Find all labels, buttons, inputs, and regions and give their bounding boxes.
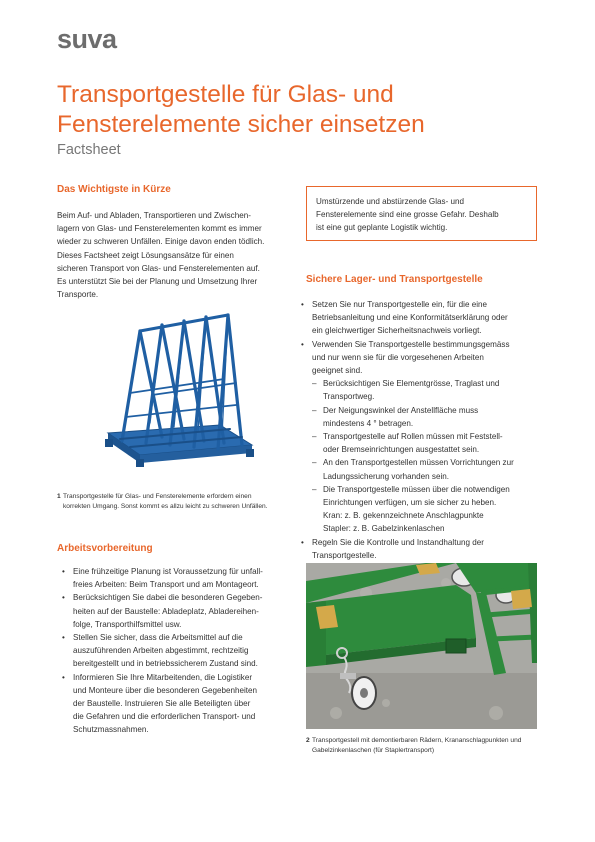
list-item-line: die Gefahren und die erforderlichen Transport- und [73, 712, 256, 722]
list-item [62, 565, 292, 591]
list-item-line: Schutzmassnahmen. [73, 725, 149, 735]
kurz-line: wieder zu schweren Unfällen. Einige davon enden tödlich. [57, 237, 265, 247]
list-item-line: Ladungssicherung vorhanden sein. [323, 471, 449, 481]
list-item-line: heiten auf der Baustelle: Abladeplatz, Abladereihen- [73, 606, 259, 616]
list-item-line: Transportweg. [323, 392, 375, 402]
kurz-line: Dieses Factsheet zeigt Lösungsansätze für einen [57, 250, 234, 260]
sub-list [301, 377, 541, 535]
figure-1-number: 1 [57, 493, 61, 500]
list-item-line: – Transportgestelle auf Rollen müssen mit Feststell- [323, 432, 503, 442]
info-box-line: ist eine gut geplante Logistik wichtig. [316, 223, 448, 233]
figure-2-caption [306, 736, 546, 755]
list-item-line: geeignet sind. [312, 366, 363, 376]
list-item-line: Kran: z. B. gekennzeichnete Anschlagpunkte [323, 511, 484, 521]
list-item-line: mindestens 4 ° betragen. [323, 418, 414, 428]
kurz-line: lagern von Glas- und Fensterelementen kommt es immer [57, 224, 262, 234]
list-item-line: ein gleichwertiger Sicherheitsnachweis vorliegt. [312, 326, 482, 336]
title-line-1: Transportgestelle für Glas- und [57, 81, 394, 108]
sub-list-item [312, 377, 541, 403]
figure-1-caption-line: korrekten Umgang. Sonst kommt es allzu leicht zu schweren Unfällen. [63, 502, 268, 510]
glass-rack-photo [100, 313, 260, 475]
list-item [62, 671, 292, 737]
list-item-line: Verwenden Sie Transportgestelle bestimmungsgemäss [312, 339, 510, 349]
figure-2-number: 2 [306, 737, 310, 744]
kurz-line: Beim Auf- und Abladen, Transportieren und Zwischen- [57, 211, 251, 220]
kurz-line: Es unterstützt Sie bei der Planung und Umsetzung Ihrer [57, 277, 258, 287]
list-item [62, 631, 292, 671]
figure-2-caption-line: Transportgestell mit demontierbaren Rädern, Krananschlagpunkten und [312, 737, 522, 744]
list-item [62, 591, 292, 631]
page-title [57, 80, 537, 140]
list-item: • Verwenden Sie Transportgestelle bestimmungsgemäss und nur wenn sie für die vorgesehenen Arbeiten geeignet sind. [301, 338, 541, 378]
figure-1-caption [57, 492, 297, 511]
info-box [306, 186, 537, 241]
sub-list-item [312, 404, 541, 430]
list-item: • Regeln Sie die Kontrolle und Instandhaltung der Transportgestelle. [301, 536, 541, 562]
list-item-line: oder Bremseinrichtungen ausgestattet sein. [323, 445, 480, 455]
list-item-line: • Eine frühzeitige Planung ist Voraussetzung für unfall- [73, 567, 263, 576]
sub-list-note [312, 509, 541, 535]
arbeit-bullet-list [62, 565, 292, 737]
list-item-line: auszuführenden Arbeiten abgestimmt, rechtzeitig [73, 646, 249, 656]
page-subtitle: Factsheet [57, 142, 121, 158]
list-item-line: der Baustelle. Instruieren Sie alle Beteiligten über [73, 699, 251, 709]
figure-2-caption-line: Gabelzinkenlaschen (für Staplertransport) [312, 746, 435, 754]
section-heading-lager: Sichere Lager- und Transportgestelle [306, 274, 483, 285]
list-item-line: und nur wenn sie für die vorgesehenen Arbeiten [312, 352, 484, 362]
sub-list-item [312, 430, 541, 456]
list-item-line: freies Arbeiten: Beim Transport und am Montageort. [73, 580, 259, 590]
figure-1-caption-line: Transportgestelle für Glas- und Fensterelemente erfordern einen [63, 493, 252, 500]
list-item-line: Setzen Sie nur Transportgestelle ein, für die eine [312, 300, 488, 309]
list-item-line: • Stellen Sie sicher, dass die Arbeitsmittel auf die [73, 633, 243, 643]
list-item-line: • Berücksichtigen Sie dabei die besonderen Gegeben- [73, 593, 263, 603]
title-line-2: Fensterelemente sicher einsetzen [57, 111, 425, 138]
list-item-line: folge, Transporthilfsmittel usw. [73, 619, 182, 629]
suva-logo: suva [57, 24, 117, 54]
kurz-line: sicheren Transport von Glas- und Fensterelementen auf. [57, 263, 260, 273]
list-item-line: – Berücksichtigen Sie Elementgrösse, Traglast und [323, 379, 500, 389]
info-box-line: Umstürzende und abstürzende Glas- und [316, 197, 465, 206]
sub-list-item [312, 483, 541, 509]
section-heading-kurz: Das Wichtigste in Kürze [57, 184, 171, 195]
list-item: • Setzen Sie nur Transportgestelle ein, für die eine Betriebsanleitung und eine Konformitätserklärung oder ein gleichwertiger Sicherheitsnachweis vorliegt. [301, 298, 541, 338]
green-rack-photo [306, 563, 537, 729]
lager-list [301, 298, 541, 562]
list-item-line: • Informieren Sie Ihre Mitarbeitenden, die Logistiker [73, 672, 253, 682]
info-box-line: Fensterelemente sind eine grosse Gefahr. Deshalb [316, 210, 499, 220]
list-item-line: Regeln Sie die Kontrolle und Instandhaltung der [312, 537, 484, 547]
list-item-line: Stapler: z. B. Gabelzinkenlaschen [323, 524, 445, 534]
list-item-line: – Der Neigungswinkel der Anstellfläche muss [323, 405, 479, 415]
list-item-line: Betriebsanleitung und eine Konformitätserklärung oder [312, 313, 508, 323]
section-heading-arbeit: Arbeitsvorbereitung [57, 543, 153, 554]
sub-list-item [312, 456, 541, 482]
kurz-line: Transporte. [57, 290, 99, 300]
list-item-line: Transportgestelle. [312, 550, 377, 560]
list-item-line: bereitgestellt und in betriebssicherem Zustand sind. [73, 659, 258, 669]
kurz-paragraph [57, 209, 297, 301]
list-item-line: – Die Transportgestelle müssen über die notwendigen [323, 484, 510, 494]
list-item-line: Einrichtungen verfügen, um sie sicher zu heben. [323, 498, 497, 508]
list-item-line: – An den Transportgestellen müssen Vorrichtungen zur [323, 458, 514, 468]
list-item-line: und Monteure über die besonderen Gegebenheiten [73, 685, 258, 695]
